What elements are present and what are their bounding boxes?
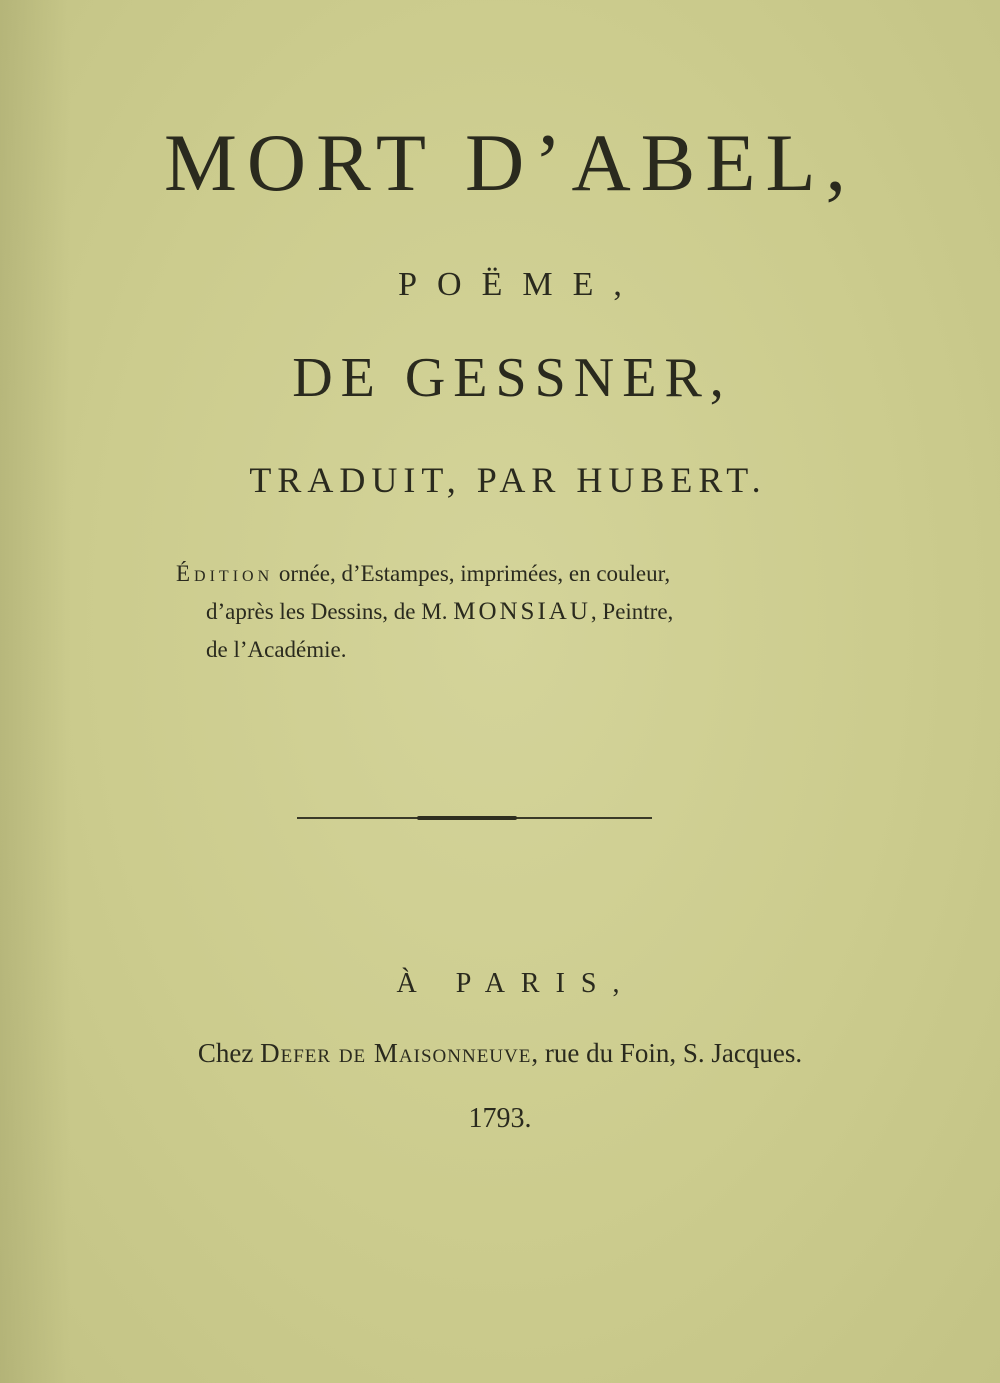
book-author: DE GESSNER, — [292, 347, 732, 409]
edition-artist: MONSIAU — [453, 598, 591, 625]
edition-line-3: de l’Académie. — [206, 637, 347, 662]
publisher-prefix: Chez — [197, 1038, 261, 1068]
edition-note — [176, 555, 816, 669]
book-title: MORT D’ABEL, — [163, 117, 857, 208]
edition-line-2-start: d’après les Dessins, de M. — [206, 599, 454, 624]
book-genre: POËME, — [398, 266, 642, 303]
publisher-name: Defer de Maisonneuve — [260, 1038, 532, 1068]
imprint-city: À PARIS, — [396, 968, 636, 999]
page-edge-shadow — [0, 0, 70, 1383]
imprint-publisher — [0, 1040, 1000, 1067]
decorative-rule — [297, 817, 652, 819]
edition-lead: Édition — [176, 561, 274, 586]
edition-line-2 — [176, 593, 816, 631]
publisher-address: , rue du Foin, S. Jacques. — [531, 1038, 803, 1068]
book-translator: TRADUIT, PAR HUBERT. — [249, 460, 767, 500]
edition-line-2-end: , Peintre, — [590, 599, 674, 624]
edition-line-1-text: ornée, d’Estampes, imprimées, en couleur, — [273, 561, 671, 586]
edition-line-1 — [176, 555, 816, 593]
imprint-year: 1793. — [468, 1103, 532, 1134]
